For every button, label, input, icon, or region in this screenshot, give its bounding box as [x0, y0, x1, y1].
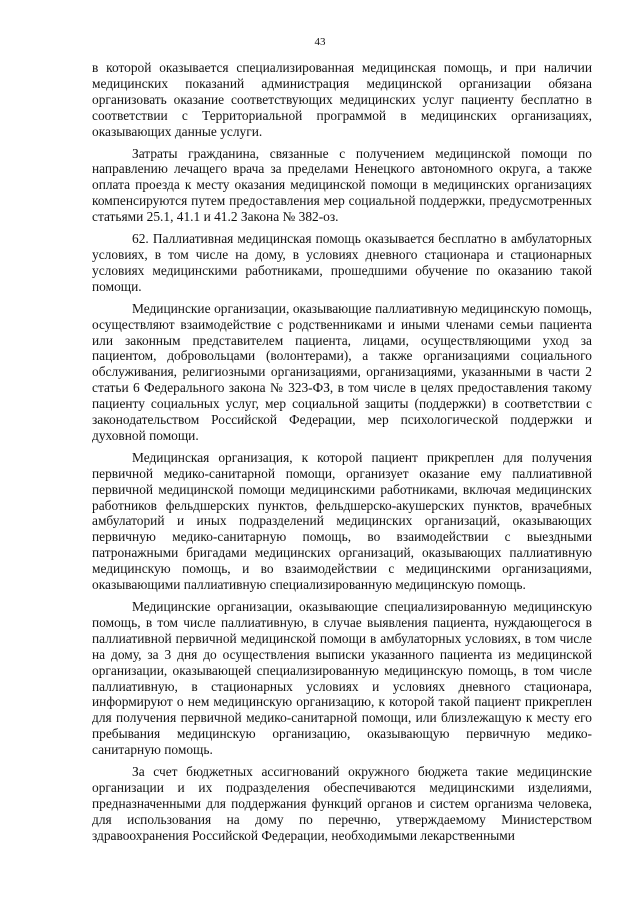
page-number: 43	[314, 36, 326, 48]
document-body	[92, 60, 592, 844]
paragraph-specialized-organizations: Медицинские организации, оказывающие специализированную медицинскую помощь, в том числе паллиативную, в случае выявления пациента, нуждающегося в паллиативной первичной медицинской помощи в амбулаторных условиях, в том числе на дому, за 3 дня до осуществления выписки указанного пациента из медицинской организации, оказывающей специализированную медицинскую помощь, в том числе паллиативную, в стационарных условиях и условиях дневного стационара, информируют о нем медицинскую организацию, к которой такой пациент прикреплен для получения первичной медико-санитарной помощи, или близлежащую к месту его пребывания медицинскую организацию, оказывающую первичную медико-санитарную помощь.	[92, 599, 592, 758]
paragraph-budget-funding: За счет бюджетных ассигнований окружного бюджета такие медицинские организации и их подразделения обеспечиваются медицинскими изделиями, предназначенными для поддержания функций органов и систем организма человека, для использования на дому по перечню, утверждаемому Министерством здравоохранения Российской Федерации, необходимыми лекарственными	[92, 764, 592, 843]
paragraph-continuation: в которой оказывается специализированная медицинская помощь, и при наличии медицинских показаний администрация медицинской организации обязана организовать оказание соответствующих медицинских услуг пациенту бесплатно в соответствии с Территориальной программой в медицинских организациях, оказывающих данные услуги.	[92, 60, 592, 139]
paragraph-primary-care-organization: Медицинская организация, к которой пациент прикреплен для получения первичной медико-санитарной помощи, организует оказание ему паллиативной первичной медицинской помощи медицинскими работниками, включая медицинских работников фельдшерских пунктов, фельдшерско-акушерских пунктов, врачебных амбулаторий и иных подразделений медицинских организаций, оказывающих первичную медико-санитарную помощь, во взаимодействии с выездными патронажными бригадами медицинских организаций, оказывающих паллиативную медицинскую помощь, и во взаимодействии с медицинскими организациями, оказывающими паллиативную специализированную медицинскую помощь.	[92, 449, 592, 593]
paragraph-expenses: Затраты гражданина, связанные с получением медицинской помощи по направлению лечащего врача за пределами Ненецкого автономного округа, а также оплата проезда к месту оказания медицинской помощи в медицинских организациях компенсируются путем предоставления мер социальной поддержки, предусмотренных статьями 25.1, 41.1 и 41.2 Закона № 382-оз.	[92, 145, 592, 225]
paragraph-palliative-organizations: Медицинские организации, оказывающие паллиативную медицинскую помощь, осуществляют взаимодействие с родственниками и иными членами семьи пациента или законным представителем пациента, лицами, осуществляющими уход за пациентом, добровольцами (волонтерами), а также организациями социального обслуживания, религиозными организациями, организациями, указанными в части 2 статьи 6 Федерального закона № 323-ФЗ, в том числе в целях предоставления такому пациенту социальных услуг, мер социальной защиты (поддержки) в соответствии с законодательством Российской Федерации, мер психологической поддержки и духовной помощи.	[92, 300, 592, 443]
paragraph-item-62: 62. Паллиативная медицинская помощь оказывается бесплатно в амбулаторных условиях, в том числе на дому, в условиях дневного стационара и стационарных условиях медицинскими работниками, прошедшими обучение по оказанию такой помощи.	[92, 231, 592, 294]
